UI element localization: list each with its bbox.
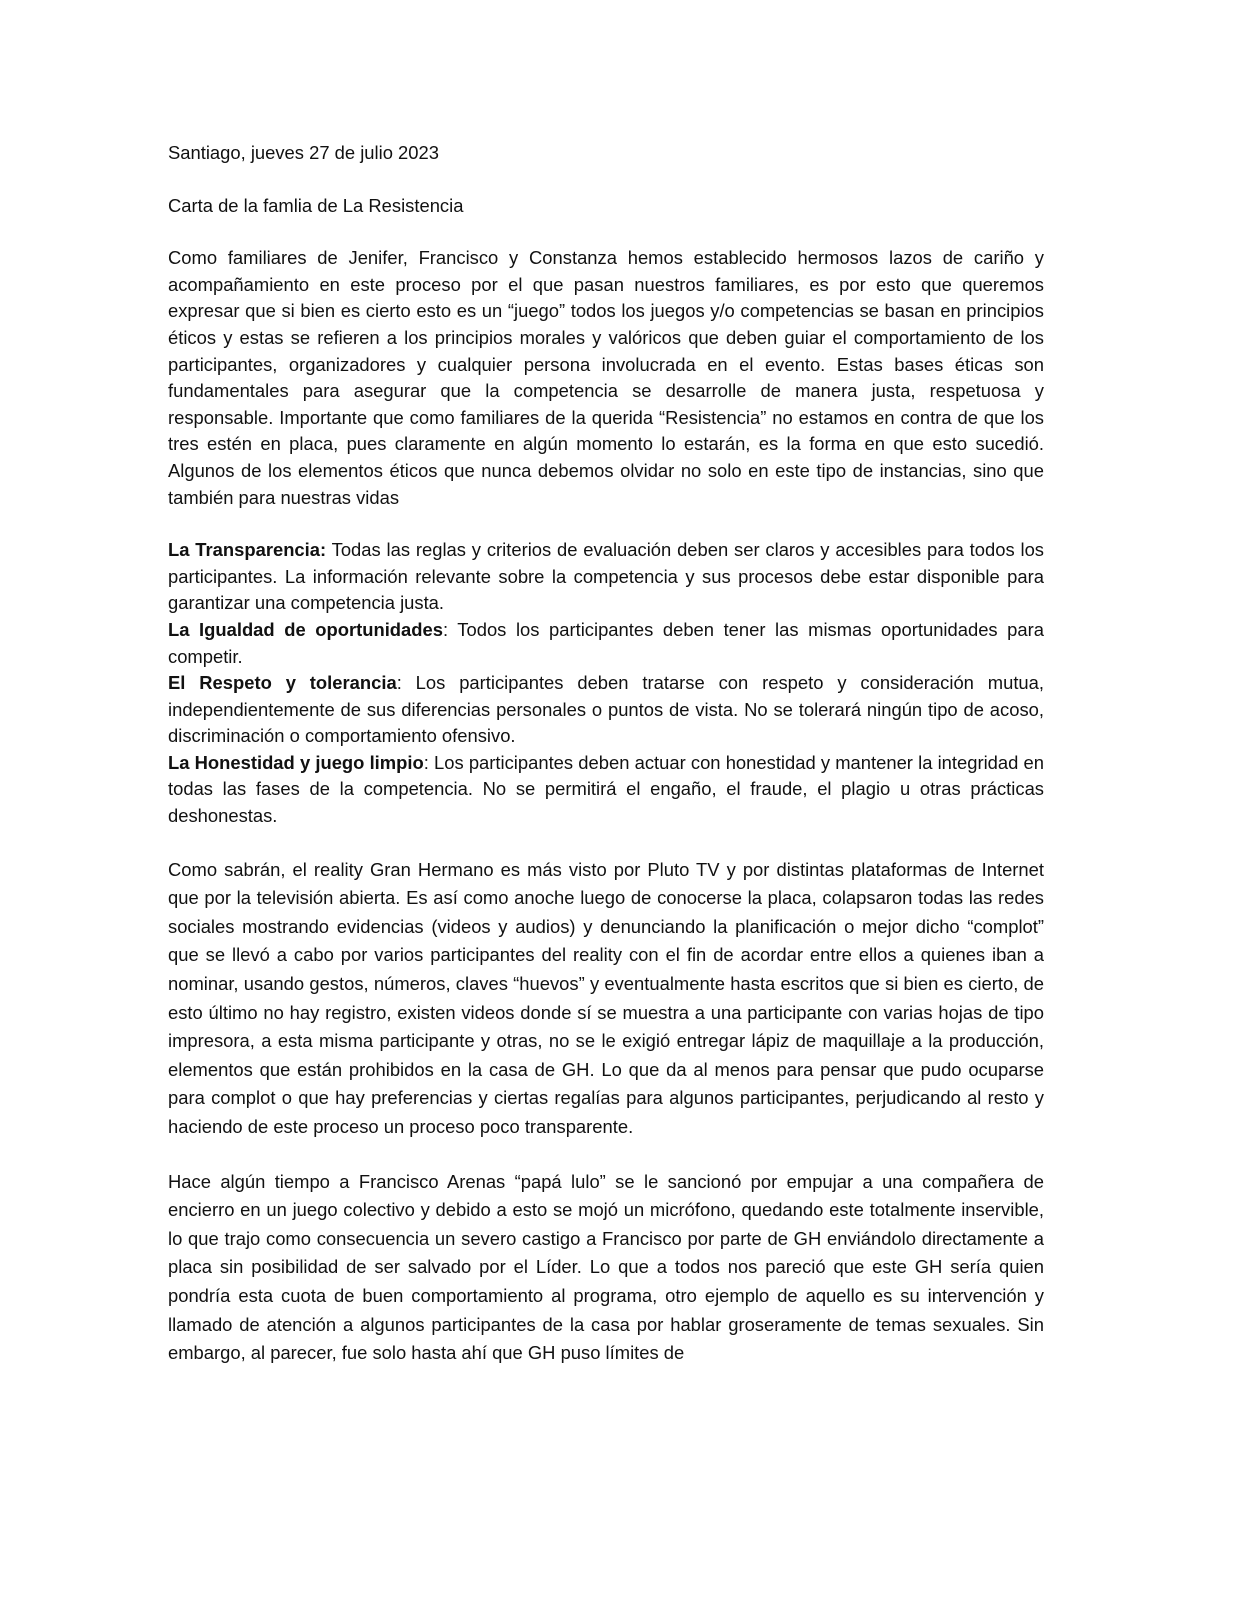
principle-equal-opportunity bbox=[168, 617, 1044, 670]
principle-term: La Igualdad de oportunidades bbox=[168, 618, 443, 640]
ethical-principles-list bbox=[168, 537, 1044, 830]
reality-paragraph: Como sabrán, el reality Gran Hermano es más visto por Pluto TV y por distintas plataformas de Internet que por la televisión abierta. Es así como anoche luego de conocerse la placa, colapsaron todas las redes sociales mostrando evidencias (videos y audios) y denunciando la planificación o mejor dicho “complot” que se llevó a cabo por varios participantes del reality con el fin de acordar entre ellos a quienes iban a nominar, usando gestos, números, claves “huevos” y eventualmente hasta escritos que si bien es cierto, de esto último no hay registro, existen videos donde sí se muestra a una participante con varias hojas de tipo impresora, a esta misma participante y otras, no se le exigió entregar lápiz de maquillaje a la producción, elementos que están prohibidos en la casa de GH. Lo que da al menos para pensar que pudo ocuparse para complot o que hay preferencias y ciertas regalías para algunos participantes, perjudicando al resto y haciendo de este proceso un proceso poco transparente. bbox=[168, 858, 1044, 1137]
francisco-paragraph: Hace algún tiempo a Francisco Arenas “papá lulo” se le sancionó por empujar a una compañera de encierro en un juego colectivo y debido a esto se mojó un micrófono, quedando este totalmente inservible, lo que trajo como consecuencia un severo castigo a Francisco por parte de GH enviándolo directamente a placa sin posibilidad de ser salvado por el Líder. Lo que a todos nos pareció que este GH sería quien pondría esta cuota de buen comportamiento al programa, otro ejemplo de aquello es su intervención y llamado de atención a algunos participantes de la casa por hablar groseramente de temas sexuales. Sin embargo, al parecer, fue solo hasta ahí que GH puso límites de bbox=[168, 1170, 1044, 1364]
principle-honesty-fair-play bbox=[168, 750, 1044, 830]
intro-paragraph: Como familiares de Jenifer, Francisco y Constanza hemos establecido hermosos lazos de cariño y acompañamiento en este proceso por el que pasan nuestros familiares, es por esto que queremos expresar que si bien es cierto esto es un “juego” todos los juegos y/o competencias se basan en principios éticos y estas se refieren a los principios morales y valóricos que deben guiar el comportamiento de los participantes, organizadores y cualquier persona involucrada en el evento. Estas bases éticas son fundamentales para asegurar que la competencia se desarrolle de manera justa, respetuosa y responsable. Importante que como familiares de la querida “Resistencia” no estamos en contra de que los tres estén en placa, pues claramente en algún momento lo estarán, es la forma en que esto sucedió. Algunos de los elementos éticos que nunca debemos olvidar no solo en este tipo de instancias, sino que también para nuestras vidas bbox=[168, 247, 1044, 508]
letter-date: Santiago, jueves 27 de julio 2023 bbox=[168, 142, 439, 163]
principle-text: : Los participantes deben actuar con honestidad y mantener la integridad en todas las fases de la competencia. No se permitirá el engaño, el fraude, el plagio u otras prácticas deshonestas. bbox=[168, 751, 1045, 827]
principle-text: : Todos los participantes deben tener las mismas oportunidades para competir. bbox=[168, 618, 1044, 667]
principle-term: El Respeto y tolerancia bbox=[168, 672, 397, 694]
principle-text: : Los participantes deben tratarse con respeto y consideración mutua, independientemente de sus diferencias personales o puntos de vista. No se tolerará ningún tipo de acoso, discriminación o comportamiento ofensivo. bbox=[168, 672, 1044, 747]
principle-term: La Honestidad y juego limpio bbox=[168, 751, 424, 773]
principle-term: La Transparencia: bbox=[168, 539, 327, 561]
letter-page bbox=[168, 140, 1044, 1368]
principle-transparency bbox=[168, 537, 1044, 617]
principle-text: Todas las reglas y criterios de evaluación deben ser claros y accesibles para todos los participantes. La información relevante sobre la competencia y sus procesos debe estar disponible para garantizar una competencia justa. bbox=[168, 539, 1044, 614]
letter-heading: Carta de la famlia de La Resistencia bbox=[168, 194, 464, 216]
principle-respect-tolerance bbox=[168, 670, 1044, 750]
